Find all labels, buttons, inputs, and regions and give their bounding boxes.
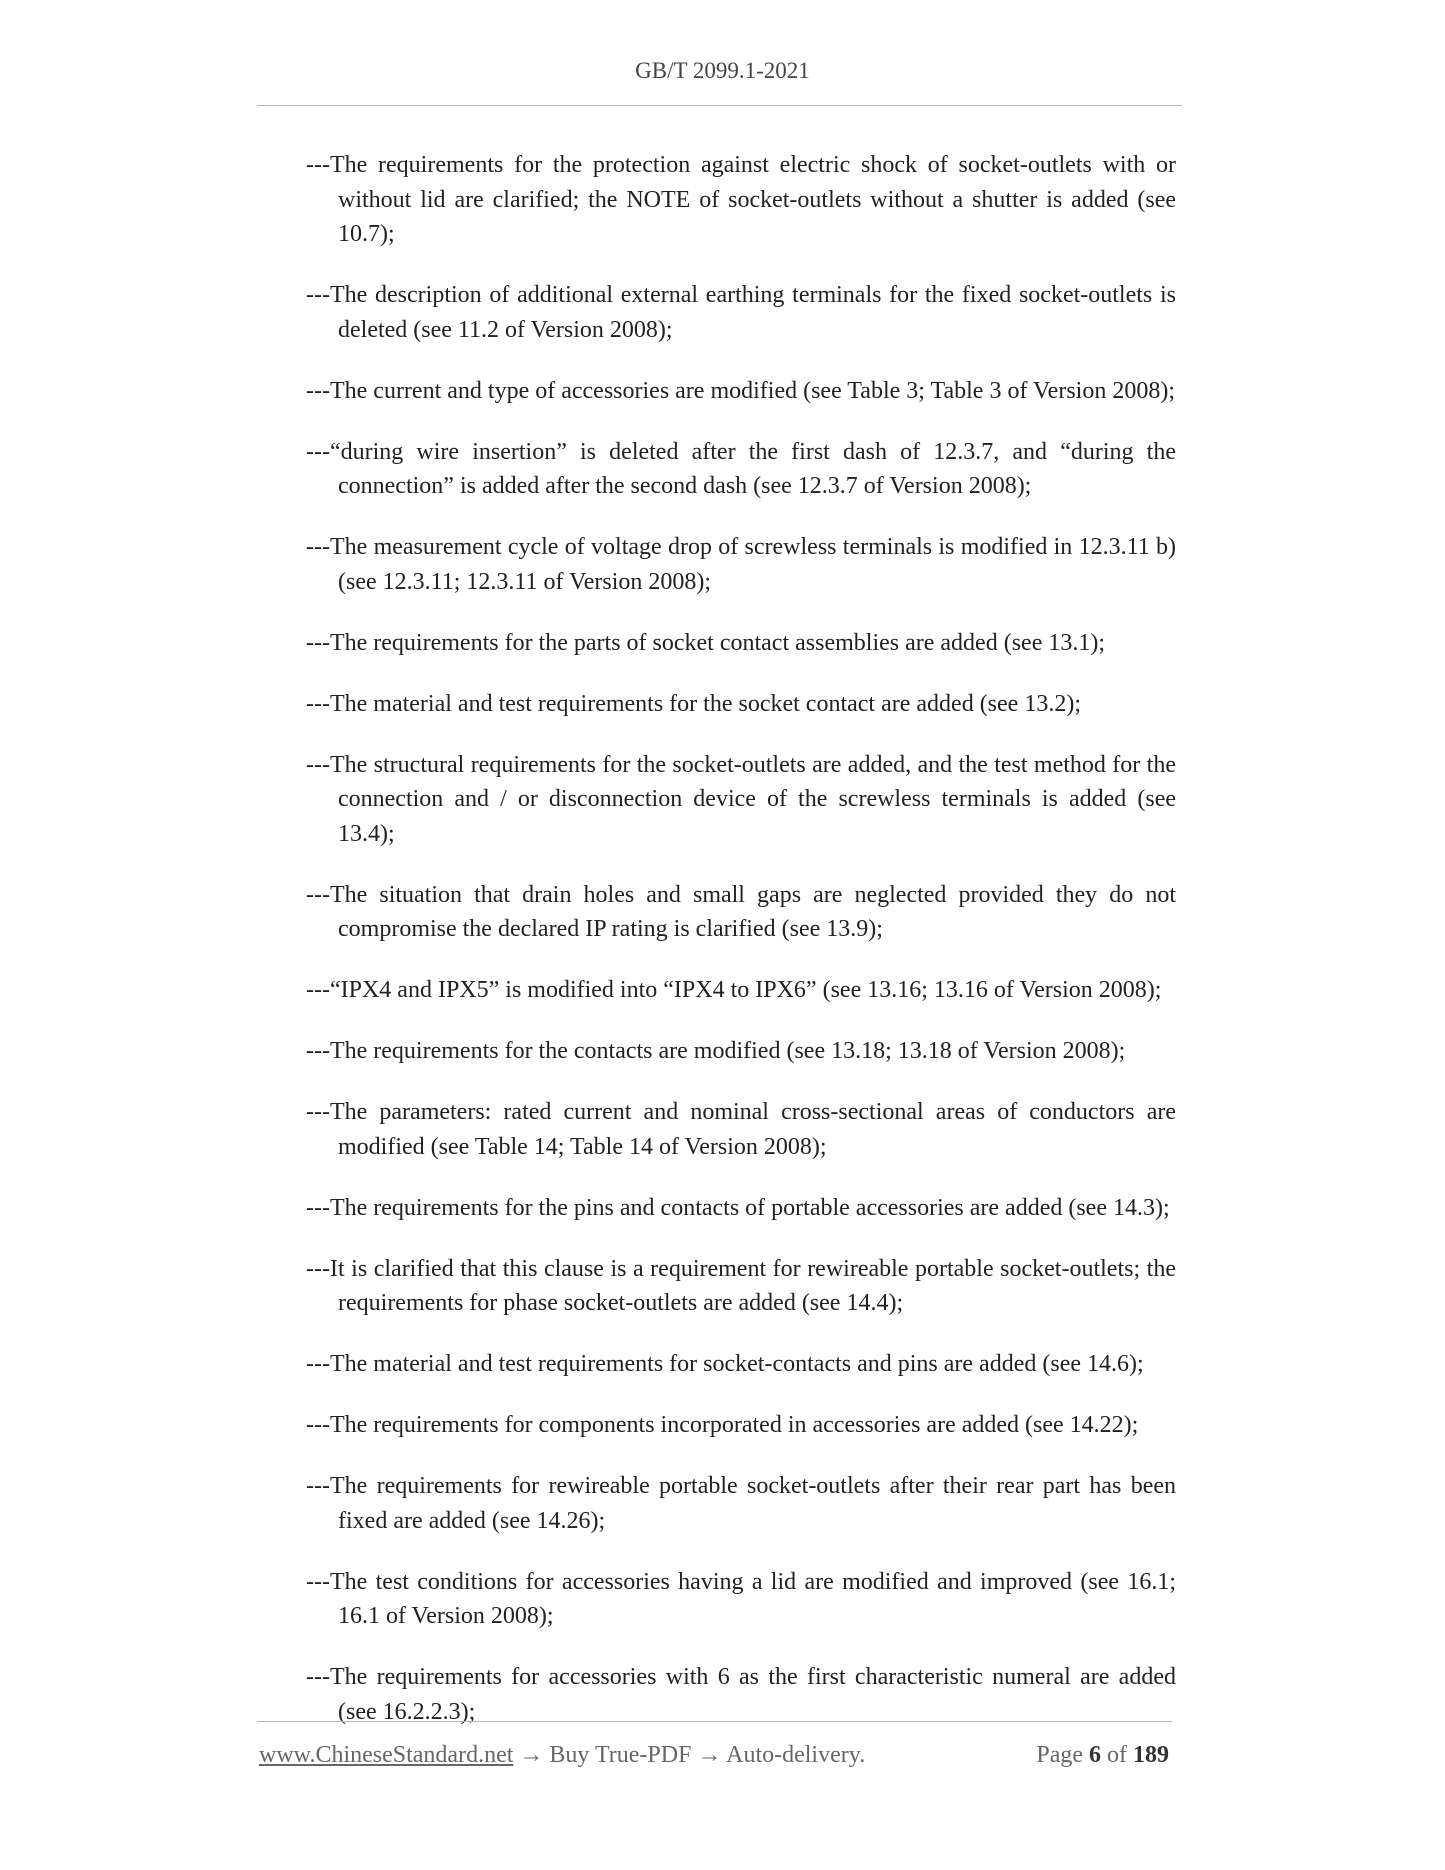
header-divider — [257, 105, 1182, 106]
list-item: ---It is clarified that this clause is a requirement for rewireable portable socket-outlets; the requirements for phase socket-outlets are added (see 14.4); — [306, 1255, 1176, 1316]
footer-promo — [259, 1742, 865, 1769]
list-item: ---The parameters: rated current and nominal cross-sectional areas of conductors are modified (see Table 14; Table 14 of Version 2008); — [306, 1099, 1176, 1160]
page-total: 189 — [1133, 1742, 1169, 1768]
page-footer — [259, 1742, 1169, 1769]
list-item: ---The structural requirements for the socket-outlets are added, and the test method for the connection and / or disconnection device of the screwless terminals is added (see 13.4); — [306, 751, 1176, 847]
page-header: GB/T 2099.1-2021 — [635, 58, 810, 83]
list-item: ---The test conditions for accessories having a lid are modified and improved (see 16.1; 16.1 of Version 2008); — [306, 1568, 1176, 1629]
list-item: ---The material and test requirements for the socket contact are added (see 13.2); — [306, 690, 1081, 717]
change-list — [306, 148, 1176, 1756]
list-item: ---The requirements for accessories with 6 as the first characteristic numeral are added (see 16.2.2.3); — [306, 1664, 1176, 1725]
list-item: ---The material and test requirements for socket-contacts and pins are added (see 14.6); — [306, 1351, 1144, 1377]
list-item: ---“IPX4 and IPX5” is modified into “IPX4 to IPX6” (see 13.16; 13.16 of Version 2008); — [306, 977, 1162, 1003]
list-item: ---The requirements for rewireable portable socket-outlets after their rear part has been fixed are added (see 14.26); — [306, 1473, 1176, 1534]
list-item: ---The current and type of accessories are modified (see Table 3; Table 3 of Version 2008); — [306, 377, 1175, 404]
page-indicator — [1036, 1742, 1169, 1769]
list-item: ---The situation that drain holes and small gaps are neglected provided they do not compromise the declared IP rating is clarified (see 13.9); — [306, 881, 1176, 942]
page-label: Page — [1036, 1742, 1083, 1768]
website-link[interactable]: www.ChineseStandard.net — [259, 1742, 514, 1768]
promo-text: → Buy True-PDF → Auto-delivery. — [513, 1742, 866, 1768]
list-item: ---The requirements for the contacts are modified (see 13.18; 13.18 of Version 2008); — [306, 1038, 1126, 1064]
list-item: ---The requirements for the parts of socket contact assemblies are added (see 13.1); — [306, 629, 1106, 656]
page-number: 6 — [1089, 1742, 1101, 1768]
list-item: ---The requirements for the pins and contacts of portable accessories are added (see 14.3); — [306, 1194, 1170, 1221]
list-item: ---The measurement cycle of voltage drop of screwless terminals is modified in 12.3.11 b) (see 12.3.11; 12.3.11 of Version 2008); — [306, 534, 1176, 595]
list-item: ---The description of additional external earthing terminals for the fixed socket-outlets is deleted (see 11.2 of Version 2008); — [306, 282, 1176, 343]
list-item: ---The requirements for the protection against electric shock of socket-outlets with or without lid are clarified; the NOTE of socket-outlets without a shutter is added (see 10.7); — [306, 152, 1176, 247]
list-item: ---The requirements for components incorporated in accessories are added (see 14.22); — [306, 1412, 1139, 1438]
footer-divider — [257, 1721, 1172, 1722]
of-label: of — [1107, 1742, 1127, 1768]
list-item: ---“during wire insertion” is deleted after the first dash of 12.3.7, and “during the connection” is added after the second dash (see 12.3.7 of Version 2008); — [306, 438, 1176, 499]
